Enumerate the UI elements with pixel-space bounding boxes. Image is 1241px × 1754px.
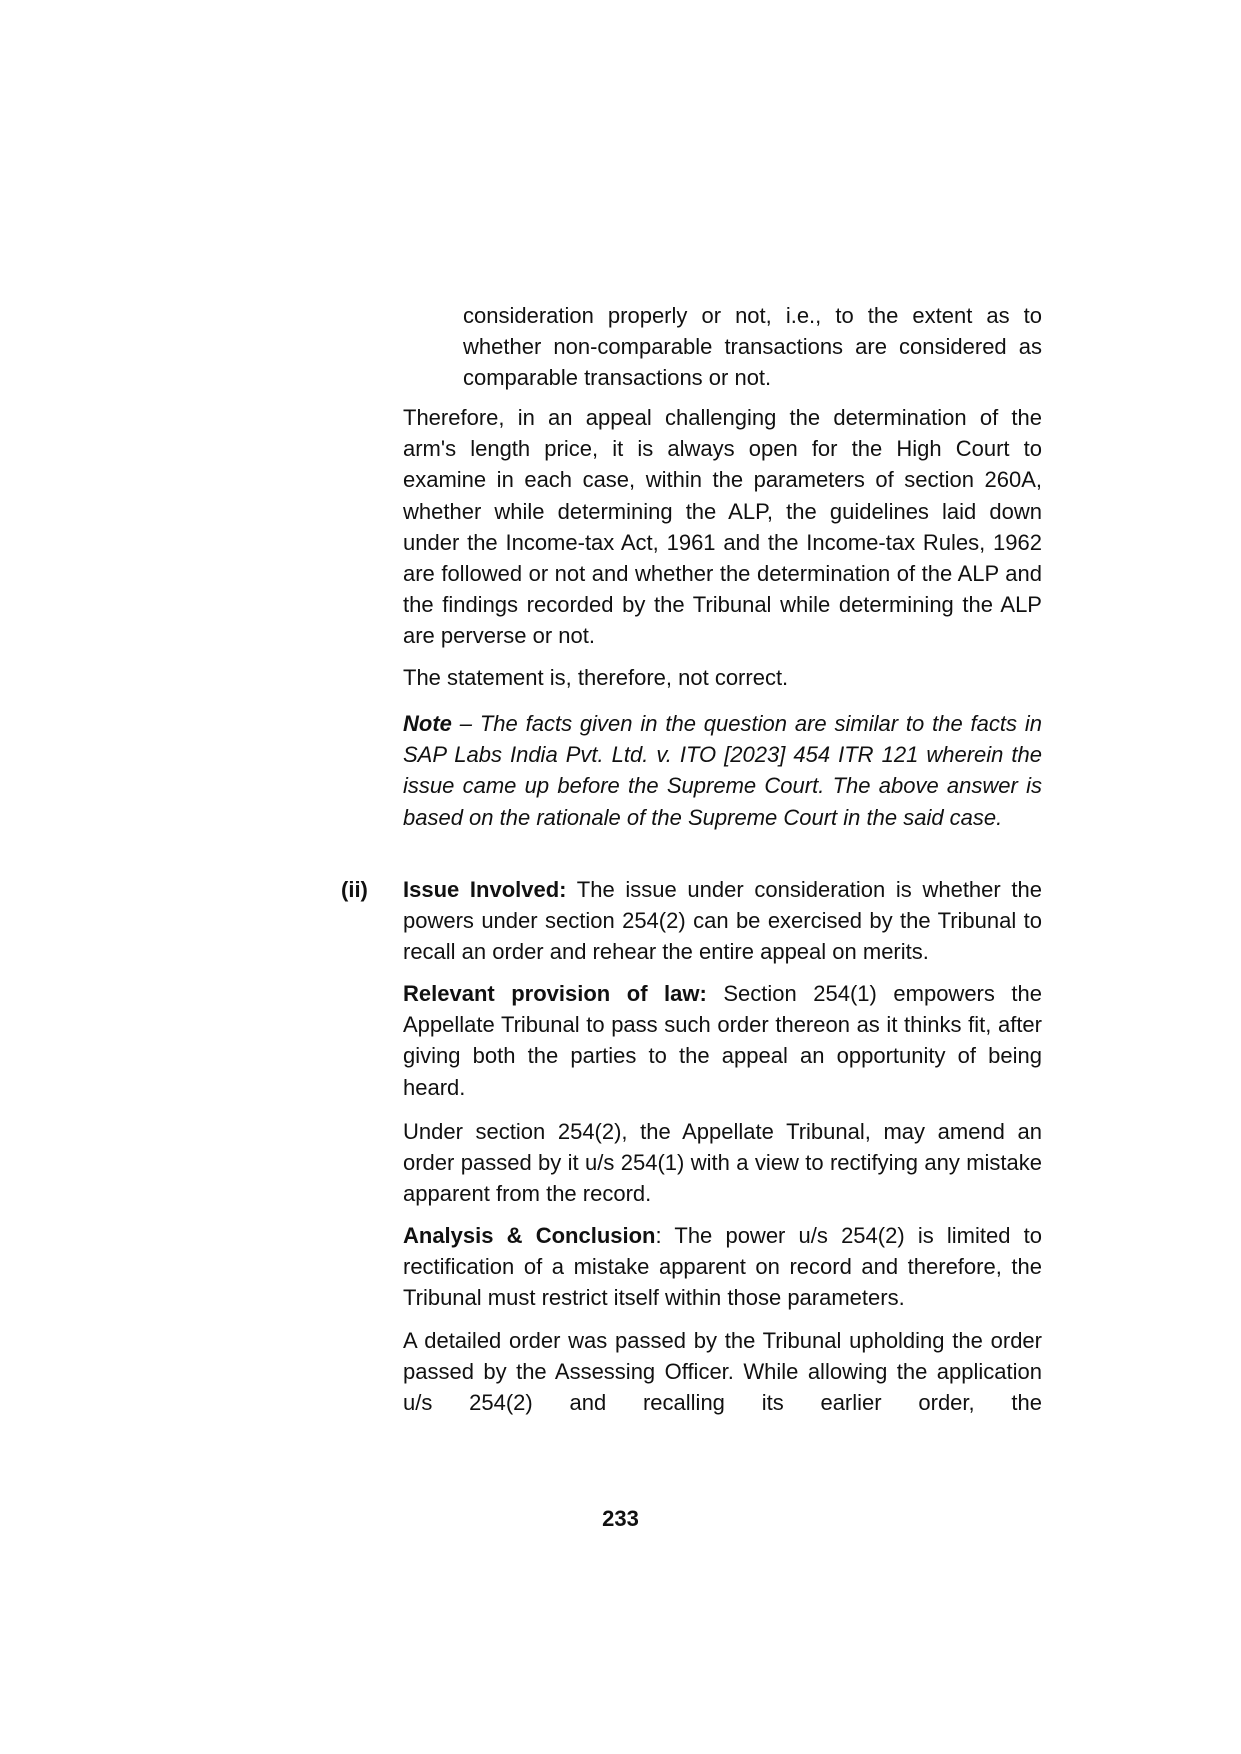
analysis-heading: Analysis & Conclusion: [403, 1223, 656, 1248]
item-label-ii: (ii): [341, 877, 368, 902]
continuation-paragraph: consideration properly or not, i.e., to the extent as to whether non-comparable transactions are considered as comparable transactions or not.: [463, 303, 1042, 391]
page-number: 233: [602, 1506, 639, 1531]
conclusion-statement: The statement is, therefore, not correct.: [403, 665, 789, 690]
issue-heading: Issue Involved:: [403, 877, 567, 902]
therefore-paragraph: Therefore, in an appeal challenging the determination of the arm's length price, it is always open for the High Court to examine in each case, within the parameters of section 260A, whether while determining the ALP, the guidelines laid down under the Income-tax Act, 1961 and the Income-tax Rules, 1962 are followed or not and whether the determination of the ALP and the findings recorded by the Tribunal while determining the ALP are perverse or not.: [403, 405, 1042, 649]
note-label: Note: [403, 711, 452, 736]
analysis-paragraph: [403, 1220, 1042, 1314]
provision-text: Section 254(1) empowers the Appellate Tribunal to pass such order thereon as it thinks fit, after giving both the parties to the appeal an opportunity of being heard.: [403, 981, 1042, 1100]
relevant-provision-paragraph: [403, 978, 1042, 1103]
issue-involved-paragraph: [403, 874, 1042, 968]
provision-heading: Relevant provision of law:: [403, 981, 707, 1006]
detailed-order-paragraph: A detailed order was passed by the Tribunal upholding the order passed by the Assessing Officer. While allowing the application u/s 254(2) and recalling its earlier order, the: [403, 1328, 1042, 1416]
issue-text: The issue under consideration is whether the powers under section 254(2) can be exercised by the Tribunal to recall an order and rehear the entire appeal on merits.: [403, 877, 1042, 965]
note-paragraph: [403, 708, 1042, 833]
note-text: – The facts given in the question are similar to the facts in SAP Labs India Pvt. Ltd. v. ITO [2023] 454 ITR 121 wherein the issue came up before the Supreme Court. The above answer is based on the rationale of the Supreme Court in the said case.: [403, 711, 1042, 830]
analysis-text: : The power u/s 254(2) is limited to rectification of a mistake apparent on record and therefore, the Tribunal must restrict itself within those parameters.: [403, 1223, 1042, 1311]
section-254-2-paragraph: Under section 254(2), the Appellate Tribunal, may amend an order passed by it u/s 254(1) with a view to rectifying any mistake apparent from the record.: [403, 1119, 1042, 1207]
